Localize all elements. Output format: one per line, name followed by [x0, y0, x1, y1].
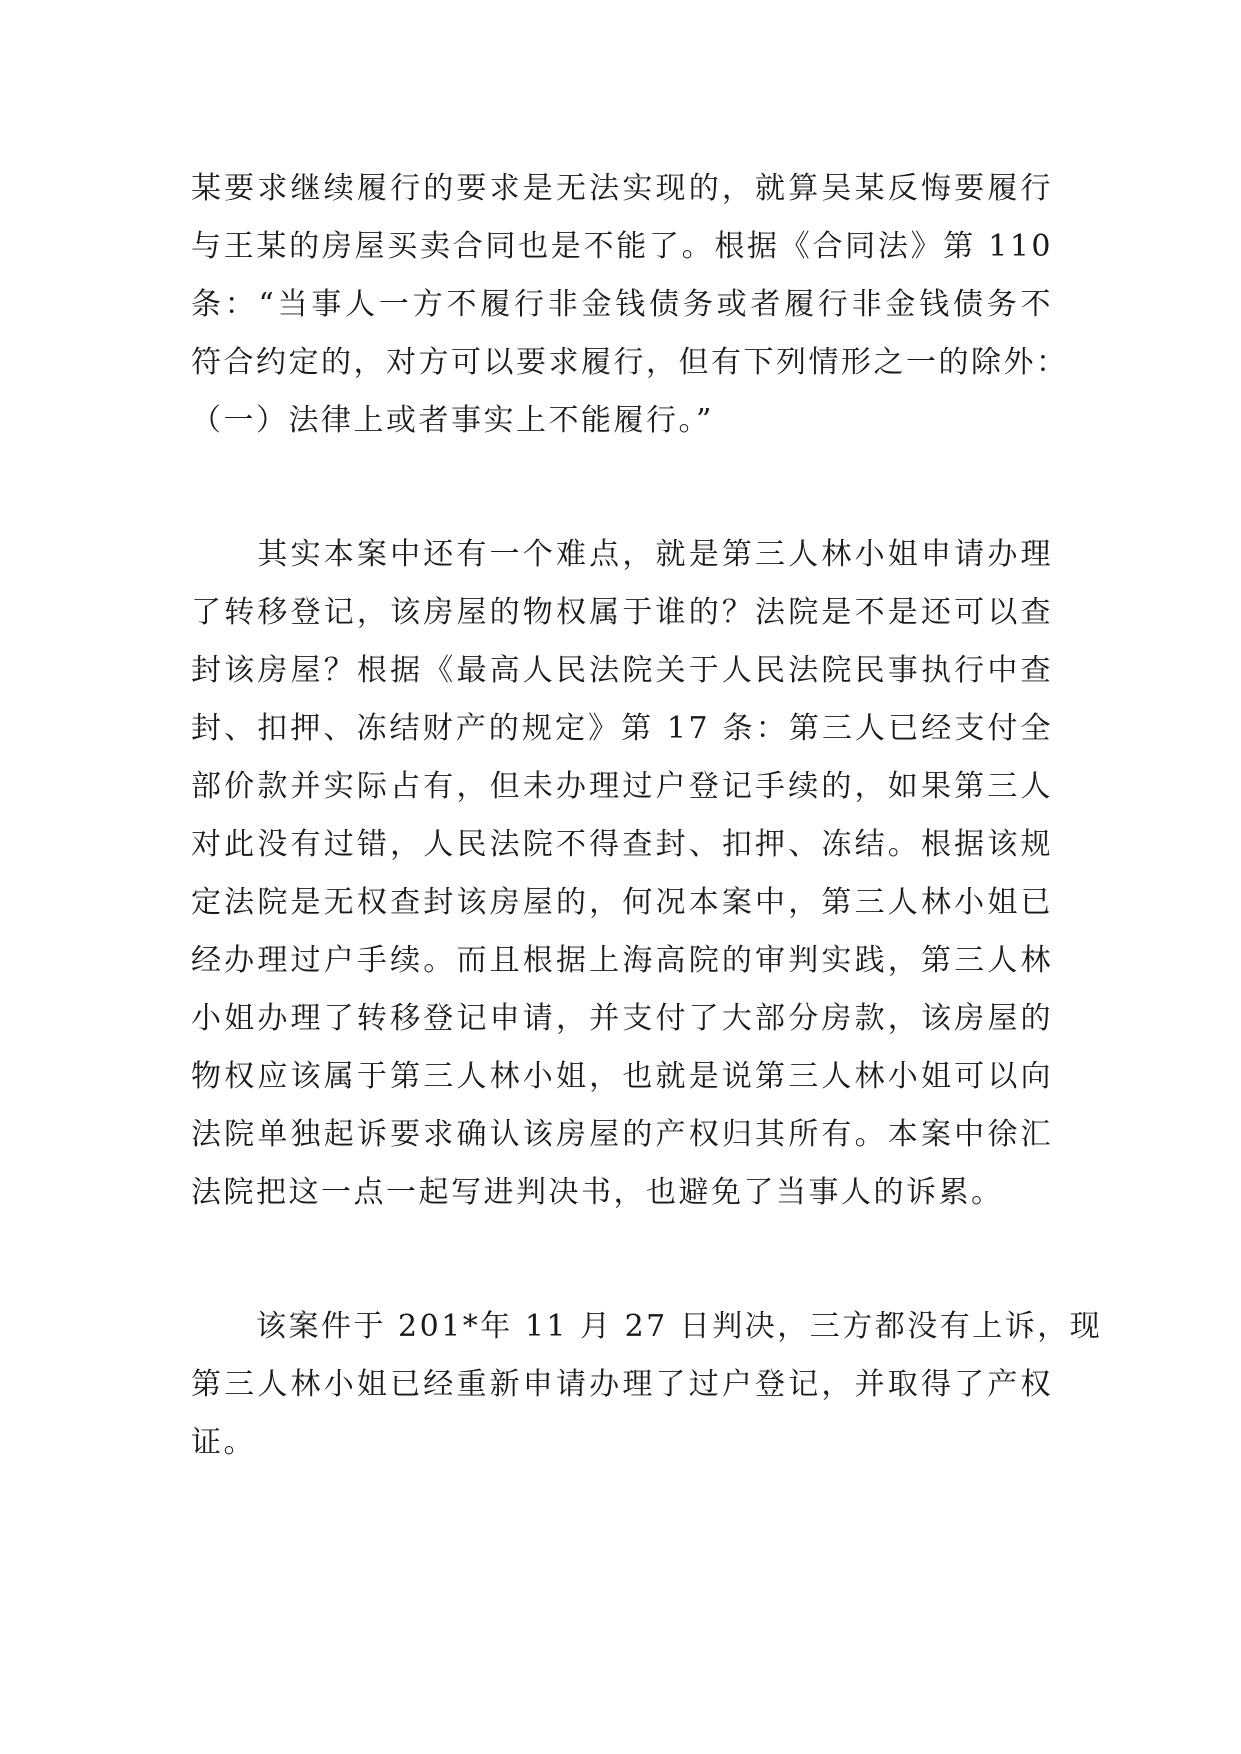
text-line: 定法院是无权查封该房屋的，何况本案中，第三人林小姐已 [191, 885, 1053, 920]
text-line: 封该房屋？根据《最高人民法院关于人民法院民事执行中查 [191, 653, 1053, 688]
text-line: 对此没有过错，人民法院不得查封、扣押、冻结。根据该规 [191, 827, 1053, 862]
paragraph-1 [191, 160, 1069, 450]
text-line: 法院单独起诉要求确认该房屋的产权归其所有。本案中徐汇 [191, 1117, 1053, 1152]
text-line: 其实本案中还有一个难点，就是第三人林小姐申请办理 [191, 537, 1053, 572]
text-line: 经办理过户手续。而且根据上海高院的审判实践，第三人林 [191, 943, 1053, 978]
text-line: 封、扣押、冻结财产的规定》第 17 条：第三人已经支付全 [191, 711, 1053, 746]
text-line: 与王某的房屋买卖合同也是不能了。根据《合同法》第 110 [191, 229, 1053, 264]
document-body [191, 160, 1103, 1472]
text-line: （一）法律上或者事实上不能履行。” [191, 403, 714, 438]
text-line: 某要求继续履行的要求是无法实现的，就算吴某反悔要履行 [191, 171, 1053, 206]
text-line: 该案件于 201*年 11 月 27 日判决，三方都没有上诉，现 [191, 1309, 1103, 1344]
paragraph-2 [191, 526, 1053, 1222]
text-line: 小姐办理了转移登记申请，并支付了大部分房款，该房屋的 [191, 1001, 1053, 1036]
text-line: 符合约定的，对方可以要求履行，但有下列情形之一的除外： [191, 345, 1069, 380]
text-line: 证。 [191, 1425, 256, 1460]
text-line: 物权应该属于第三人林小姐，也就是说第三人林小姐可以向 [191, 1059, 1053, 1094]
paragraph-3 [191, 1298, 1103, 1472]
text-line: 法院把这一点一起写进判决书，也避免了当事人的诉累。 [191, 1175, 1004, 1210]
text-line: 部价款并实际占有，但未办理过户登记手续的，如果第三人 [191, 769, 1053, 804]
text-line: 了转移登记，该房屋的物权属于谁的？法院是不是还可以查 [191, 595, 1053, 630]
text-line: 第三人林小姐已经重新申请办理了过户登记，并取得了产权 [191, 1367, 1053, 1402]
text-line: 条：“当事人一方不履行非金钱债务或者履行非金钱债务不 [191, 287, 1053, 322]
